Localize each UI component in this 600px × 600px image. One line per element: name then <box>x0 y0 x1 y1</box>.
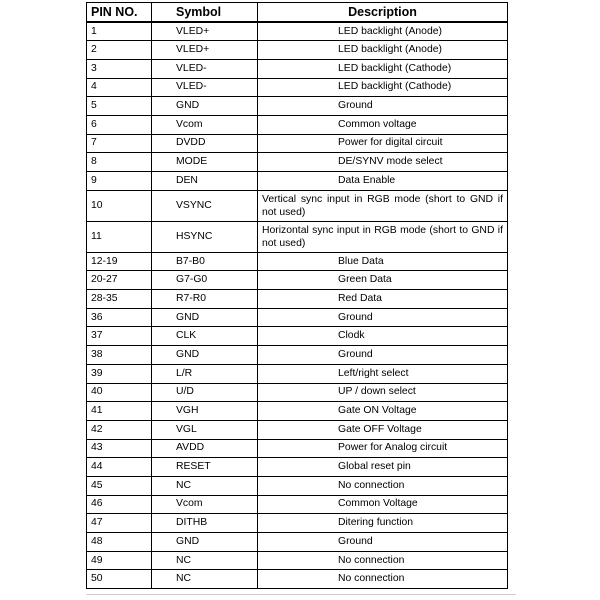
symbol-cell: DEN <box>152 172 258 191</box>
description-cell: Data Enable <box>258 172 508 191</box>
symbol-cell: NC <box>152 476 258 495</box>
pin-cell: 3 <box>87 59 152 78</box>
pin-cell: 7 <box>87 134 152 153</box>
pin-cell: 6 <box>87 115 152 134</box>
description-cell: Ground <box>258 346 508 365</box>
description-cell: Ground <box>258 97 508 116</box>
description-cell: Ground <box>258 308 508 327</box>
pin-cell: 43 <box>87 439 152 458</box>
description-cell: Ground <box>258 533 508 552</box>
symbol-cell: VLED+ <box>152 22 258 41</box>
description-cell: Common voltage <box>258 115 508 134</box>
symbol-cell: GND <box>152 533 258 552</box>
table-row <box>87 533 508 552</box>
description-cell: Vertical sync input in RGB mode (short to GND if not used) <box>258 190 508 221</box>
table-row <box>87 271 508 290</box>
symbol-cell: RESET <box>152 458 258 477</box>
description-cell: Power for digital circuit <box>258 134 508 153</box>
pin-cell: 45 <box>87 476 152 495</box>
symbol-cell: VLED+ <box>152 41 258 60</box>
table-row <box>87 495 508 514</box>
pin-cell: 4 <box>87 78 152 97</box>
symbol-cell: MODE <box>152 153 258 172</box>
pin-cell: 11 <box>87 221 152 252</box>
description-cell: Ditering function <box>258 514 508 533</box>
table-row <box>87 327 508 346</box>
symbol-cell: VLED- <box>152 78 258 97</box>
pin-cell: 49 <box>87 551 152 570</box>
description-cell: LED backlight (Anode) <box>258 41 508 60</box>
pin-cell: 12-19 <box>87 252 152 271</box>
table-row <box>87 364 508 383</box>
table-row <box>87 97 508 116</box>
symbol-cell: VGL <box>152 420 258 439</box>
symbol-cell: VLED- <box>152 59 258 78</box>
table-row <box>87 78 508 97</box>
table-row <box>87 402 508 421</box>
description-cell: Gate ON Voltage <box>258 402 508 421</box>
table-row <box>87 420 508 439</box>
symbol-cell: R7-R0 <box>152 290 258 309</box>
table-row <box>87 346 508 365</box>
pin-cell: 37 <box>87 327 152 346</box>
table-header-row <box>87 3 508 23</box>
symbol-cell: NC <box>152 551 258 570</box>
symbol-cell: VSYNC <box>152 190 258 221</box>
symbol-cell: NC <box>152 570 258 589</box>
symbol-cell: Vcom <box>152 115 258 134</box>
pin-cell: 47 <box>87 514 152 533</box>
table-row <box>87 172 508 191</box>
pin-cell: 9 <box>87 172 152 191</box>
symbol-cell: CLK <box>152 327 258 346</box>
table-row <box>87 41 508 60</box>
pin-cell: 5 <box>87 97 152 116</box>
pin-cell: 10 <box>87 190 152 221</box>
table-row <box>87 570 508 589</box>
pin-cell: 40 <box>87 383 152 402</box>
description-cell: LED backlight (Cathode) <box>258 59 508 78</box>
pin-cell: 39 <box>87 364 152 383</box>
description-cell: Red Data <box>258 290 508 309</box>
pin-cell: 50 <box>87 570 152 589</box>
symbol-cell: DVDD <box>152 134 258 153</box>
description-cell: No connection <box>258 476 508 495</box>
pin-cell: 42 <box>87 420 152 439</box>
description-cell: Global reset pin <box>258 458 508 477</box>
description-cell: No connection <box>258 570 508 589</box>
table-row <box>87 22 508 41</box>
page-divider <box>86 594 516 595</box>
description-cell: Common Voltage <box>258 495 508 514</box>
table-row <box>87 134 508 153</box>
symbol-cell: DITHB <box>152 514 258 533</box>
pin-cell: 8 <box>87 153 152 172</box>
pin-cell: 1 <box>87 22 152 41</box>
table-row <box>87 551 508 570</box>
pin-cell: 2 <box>87 41 152 60</box>
symbol-cell: AVDD <box>152 439 258 458</box>
description-cell: No connection <box>258 551 508 570</box>
pin-cell: 38 <box>87 346 152 365</box>
description-cell: Green Data <box>258 271 508 290</box>
symbol-cell: Vcom <box>152 495 258 514</box>
symbol-cell: HSYNC <box>152 221 258 252</box>
table-row <box>87 252 508 271</box>
description-cell: LED backlight (Cathode) <box>258 78 508 97</box>
table-row <box>87 476 508 495</box>
table-row <box>87 383 508 402</box>
table-row <box>87 439 508 458</box>
description-cell: Left/right select <box>258 364 508 383</box>
symbol-cell: GND <box>152 308 258 327</box>
header-pin-no: PIN NO. <box>87 3 152 23</box>
symbol-cell: L/R <box>152 364 258 383</box>
pin-cell: 44 <box>87 458 152 477</box>
description-cell: Clodk <box>258 327 508 346</box>
pin-cell: 36 <box>87 308 152 327</box>
table-row <box>87 290 508 309</box>
table-row <box>87 190 508 221</box>
symbol-cell: G7-G0 <box>152 271 258 290</box>
pin-cell: 41 <box>87 402 152 421</box>
pin-cell: 48 <box>87 533 152 552</box>
description-cell: LED backlight (Anode) <box>258 22 508 41</box>
table-row <box>87 514 508 533</box>
description-cell: Blue Data <box>258 252 508 271</box>
table-row <box>87 458 508 477</box>
table-row <box>87 308 508 327</box>
symbol-cell: B7-B0 <box>152 252 258 271</box>
header-description: Description <box>258 3 508 23</box>
pin-assignment-table <box>86 2 508 589</box>
description-cell: UP / down select <box>258 383 508 402</box>
description-cell: Gate OFF Voltage <box>258 420 508 439</box>
table-row <box>87 221 508 252</box>
symbol-cell: U/D <box>152 383 258 402</box>
symbol-cell: GND <box>152 97 258 116</box>
table-row <box>87 59 508 78</box>
description-cell: DE/SYNV mode select <box>258 153 508 172</box>
pin-cell: 20-27 <box>87 271 152 290</box>
pin-cell: 46 <box>87 495 152 514</box>
pin-cell: 28-35 <box>87 290 152 309</box>
description-cell: Horizontal sync input in RGB mode (short to GND if not used) <box>258 221 508 252</box>
symbol-cell: GND <box>152 346 258 365</box>
symbol-cell: VGH <box>152 402 258 421</box>
header-symbol: Symbol <box>152 3 258 23</box>
table-row <box>87 115 508 134</box>
description-cell: Power for Analog circuit <box>258 439 508 458</box>
table-row <box>87 153 508 172</box>
